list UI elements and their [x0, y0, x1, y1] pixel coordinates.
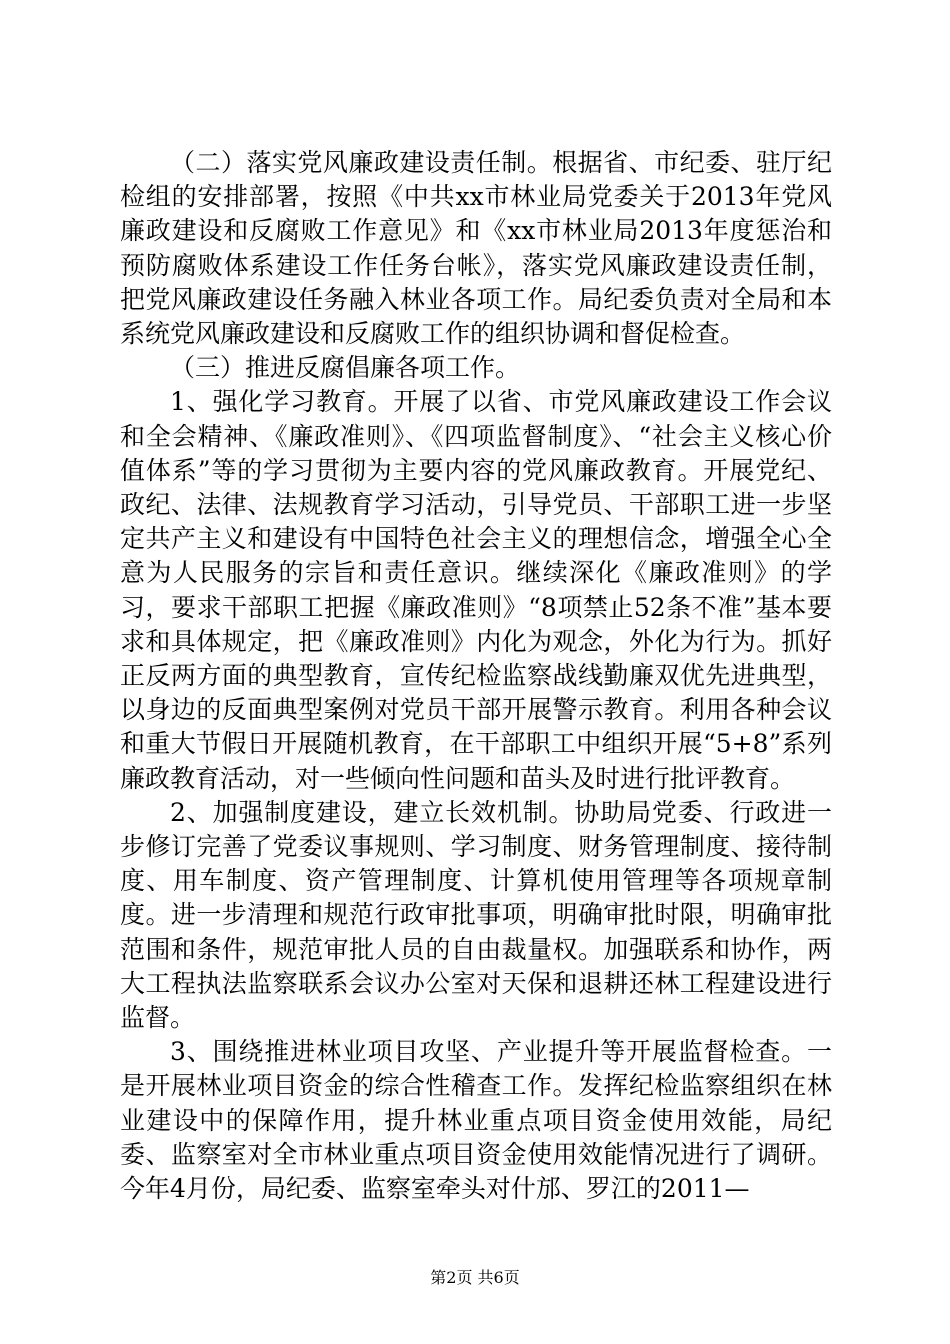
paragraph-responsibility-system: （二）落实党风廉政建设责任制。根据省、市纪委、驻厅纪检组的安排部署，按照《中共xx市林业局党委关于2013年党风廉政建设和反腐败工作意见》和《xx市林业局2013年度惩治和预防腐败体系建设工作任务台帐》，落实党风廉政建设责任制，把党风廉政建设任务融入林业各项工作。局纪委负责对全局和本系统党风廉政建设和反腐败工作的组织协调和督促检查。 — [120, 148, 832, 349]
paragraph-study-education: 1、强化学习教育。开展了以省、市党风廉政建设工作会议和全会精神、《廉政准则》、《四项监督制度》、“社会主义核心价值体系”等的学习贯彻为主要内容的党风廉政教育。开展党纪、政纪、法律、法规教育学习活动，引导党员、干部职工进一步坚定共产主义和建设有中国特色社会主义的理想信念，增强全心全意为人民服务的宗旨和责任意识。继续深化《廉政准则》的学习，要求干部职工把握《廉政准则》“8项禁止52条不准”基本要求和具体规定，把《廉政准则》内化为观念，外化为行为。抓好正反两方面的典型教育，宣传纪检监察战线勤廉双优先进典型，以身边的反面典型案例对党员干部开展警示教育。利用各种会议和重大节假日开展随机教育，在干部职工中组织开展“5+8”系列廉政教育活动，对一些倾向性问题和苗头及时进行批评教育。 — [120, 387, 832, 793]
paragraph-system-building: 2、加强制度建设，建立长效机制。协助局党委、行政进一步修订完善了党委议事规则、学习制度、财务管理制度、接待制度、用车制度、资产管理制度、计算机使用管理等各项规章制度。进一步清理和规范行政审批事项，明确审批时限，明确审批范围和条件，规范审批人员的自由裁量权。加强联系和协作，两大工程执法监察联系会议办公室对天保和退耕还林工程建设进行监督。 — [120, 797, 832, 1033]
paragraph-anti-corruption-heading: （三）推进反腐倡廉各项工作。 — [170, 353, 521, 383]
document-body — [120, 146, 832, 1206]
paragraph-supervision-inspection: 3、围绕推进林业项目攻坚、产业提升等开展监督检查。一是开展林业项目资金的综合性稽查工作。发挥纪检监察组织在林业建设中的保障作用，提升林业重点项目资金使用效能，局纪委、监察室对全市林业重点项目资金使用效能情况进行了调研。今年4月份，局纪委、监察室牵头对什邡、罗江的2011— — [120, 1037, 832, 1204]
page-number-footer: 第2页 共6页 — [430, 1268, 520, 1287]
